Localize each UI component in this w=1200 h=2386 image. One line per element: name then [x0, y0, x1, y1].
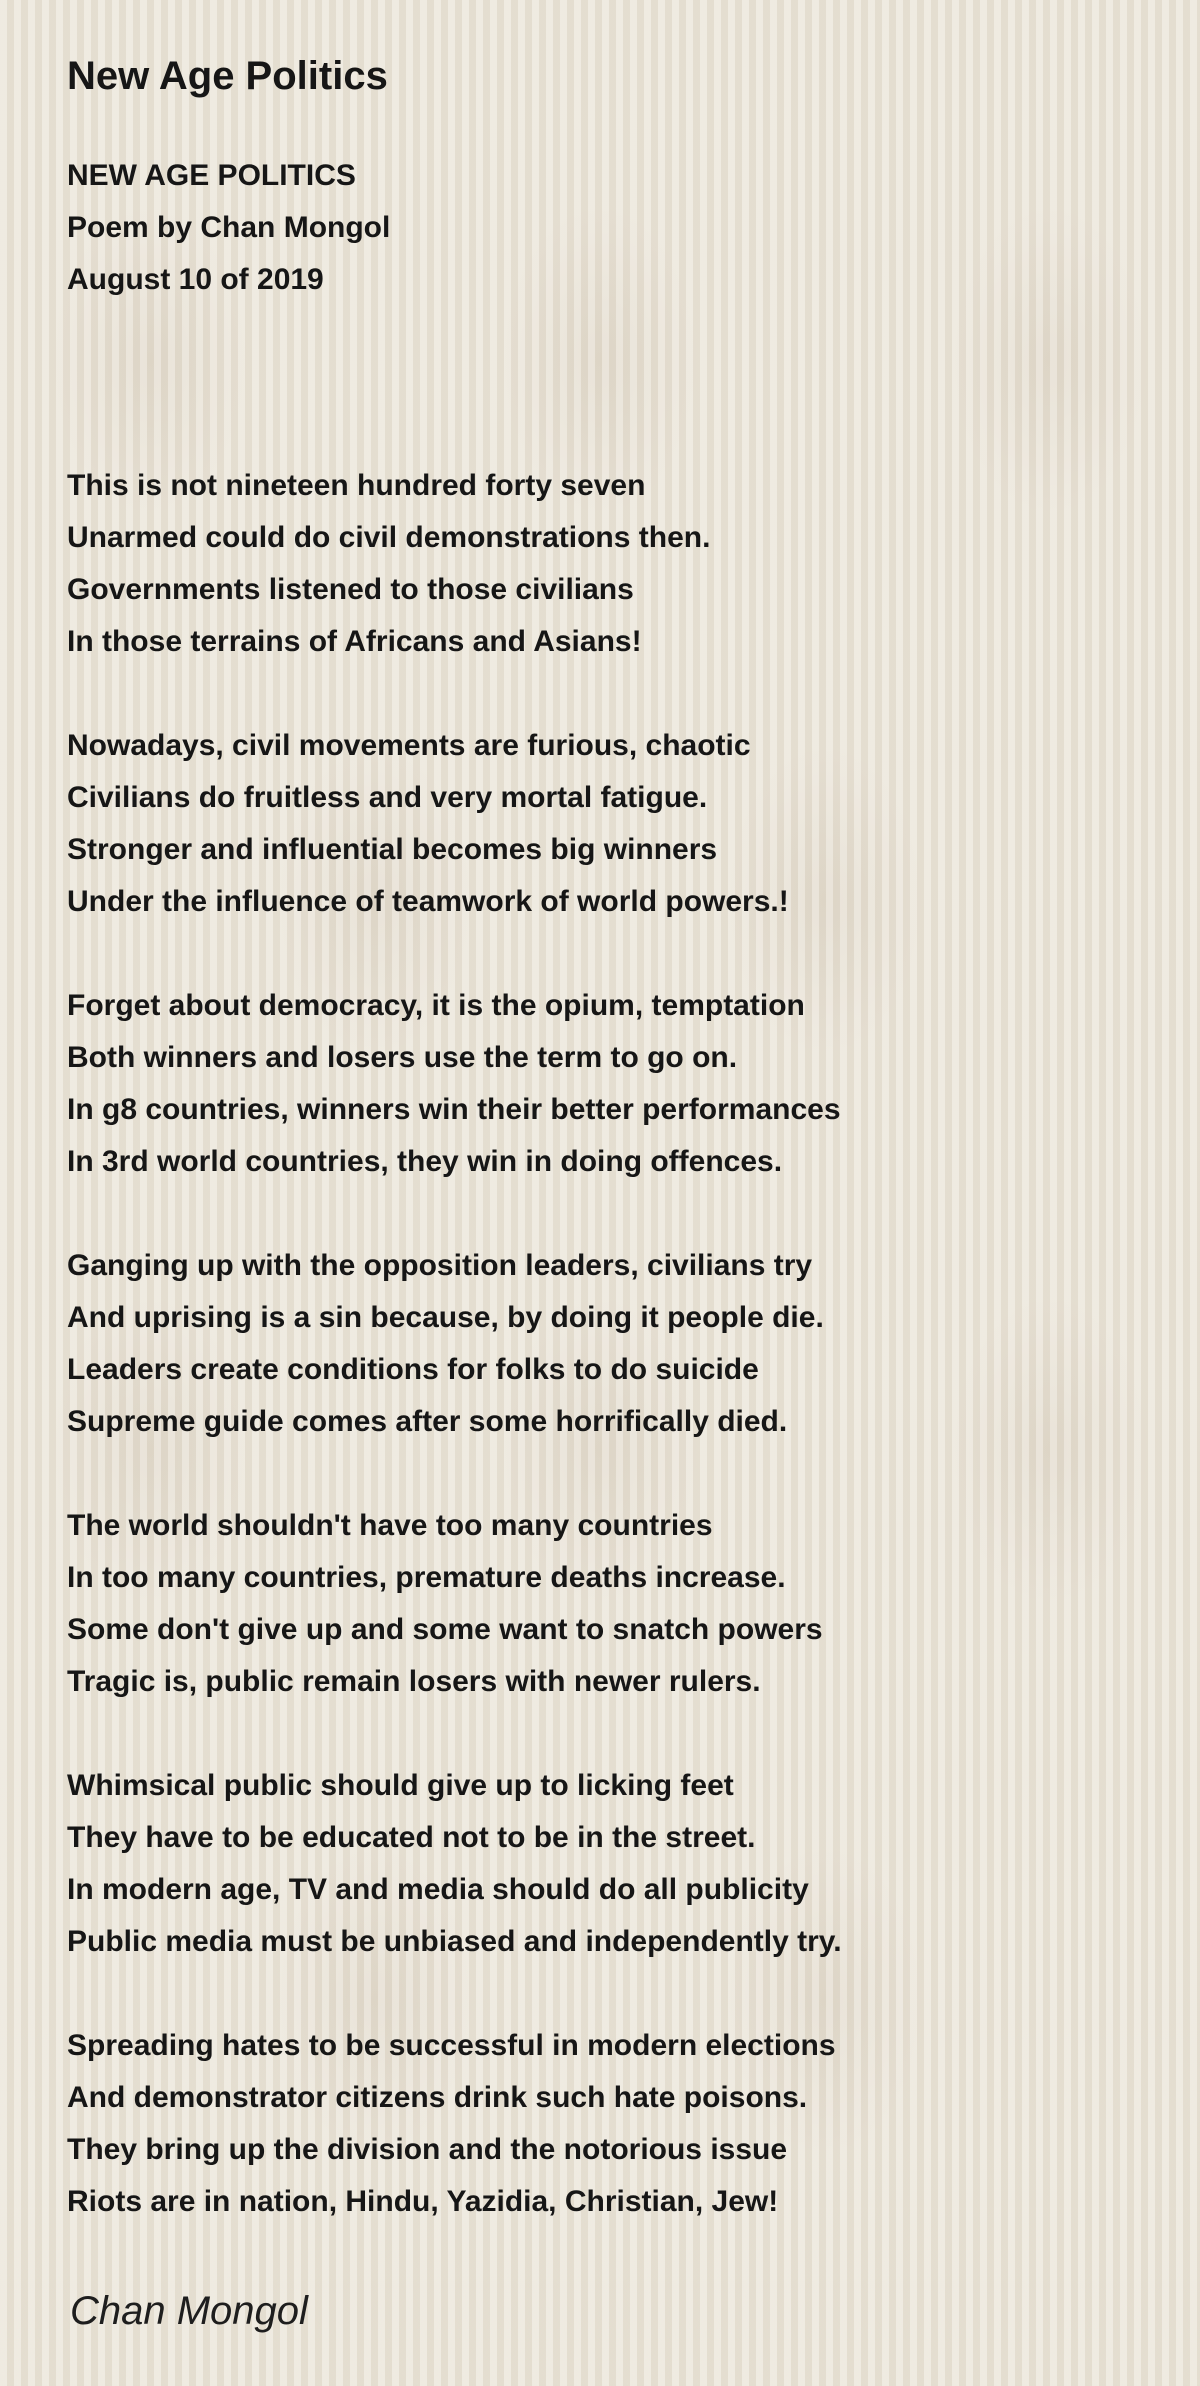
poem-line: Under the influence of teamwork of world powers.! [67, 885, 789, 918]
poem-line: Some don't give up and some want to snatch powers [67, 1613, 823, 1646]
poem-line: In modern age, TV and media should do all publicity [67, 1873, 809, 1906]
page-title: New Age Politics [67, 54, 388, 98]
poem-line: Unarmed could do civil demonstrations then. [67, 521, 711, 554]
poem-line: In those terrains of Africans and Asians! [67, 625, 642, 658]
poem-line: This is not nineteen hundred forty seven [67, 469, 646, 502]
stanza [67, 1760, 842, 1968]
stanza [67, 1500, 842, 1708]
poem-line: Whimsical public should give up to licking feet [67, 1769, 734, 1802]
poem-body [67, 460, 842, 2280]
poem-line: And uprising is a sin because, by doing it people die. [67, 1301, 824, 1334]
poem-line: Ganging up with the opposition leaders, civilians try [67, 1249, 813, 1282]
poem-line: Tragic is, public remain losers with newer rulers. [67, 1665, 761, 1698]
poem-line: Governments listened to those civilians [67, 573, 634, 606]
poem-line: Public media must be unbiased and independently try. [67, 1925, 842, 1958]
poem-line: Riots are in nation, Hindu, Yazidia, Christian, Jew! [67, 2185, 779, 2218]
poem-line: Stronger and influential becomes big winners [67, 833, 718, 866]
poem-line: Nowadays, civil movements are furious, chaotic [67, 729, 751, 762]
poem-line: Both winners and losers use the term to go on. [67, 1041, 738, 1074]
poem-line: In too many countries, premature deaths increase. [67, 1561, 786, 1594]
poem-byline: Poem by Chan Mongol [67, 211, 391, 244]
stanza [67, 2020, 842, 2228]
stanza [67, 1240, 842, 1448]
poem-heading: NEW AGE POLITICS [67, 159, 356, 192]
poem-line: Leaders create conditions for folks to do suicide [67, 1353, 759, 1386]
stanza [67, 980, 842, 1188]
author-signature: Chan Mongol [70, 2289, 308, 2333]
poem-date: August 10 of 2019 [67, 263, 324, 296]
poem-line: Supreme guide comes after some horrifically died. [67, 1405, 788, 1438]
poem-line: The world shouldn't have too many countries [67, 1509, 713, 1542]
poem-line: Civilians do fruitless and very mortal fatigue. [67, 781, 708, 814]
poem-line: Forget about democracy, it is the opium, temptation [67, 989, 805, 1022]
poem-line: They bring up the division and the notorious issue [67, 2133, 788, 2166]
poem-line: Spreading hates to be successful in modern elections [67, 2029, 836, 2062]
poem-line: They have to be educated not to be in the street. [67, 1821, 756, 1854]
poem-header [67, 150, 390, 306]
poem-line: And demonstrator citizens drink such hate poisons. [67, 2081, 808, 2114]
poem-line: In g8 countries, winners win their better performances [67, 1093, 841, 1126]
stanza [67, 720, 842, 928]
poem-line: In 3rd world countries, they win in doing offences. [67, 1145, 783, 1178]
stanza [67, 460, 842, 668]
